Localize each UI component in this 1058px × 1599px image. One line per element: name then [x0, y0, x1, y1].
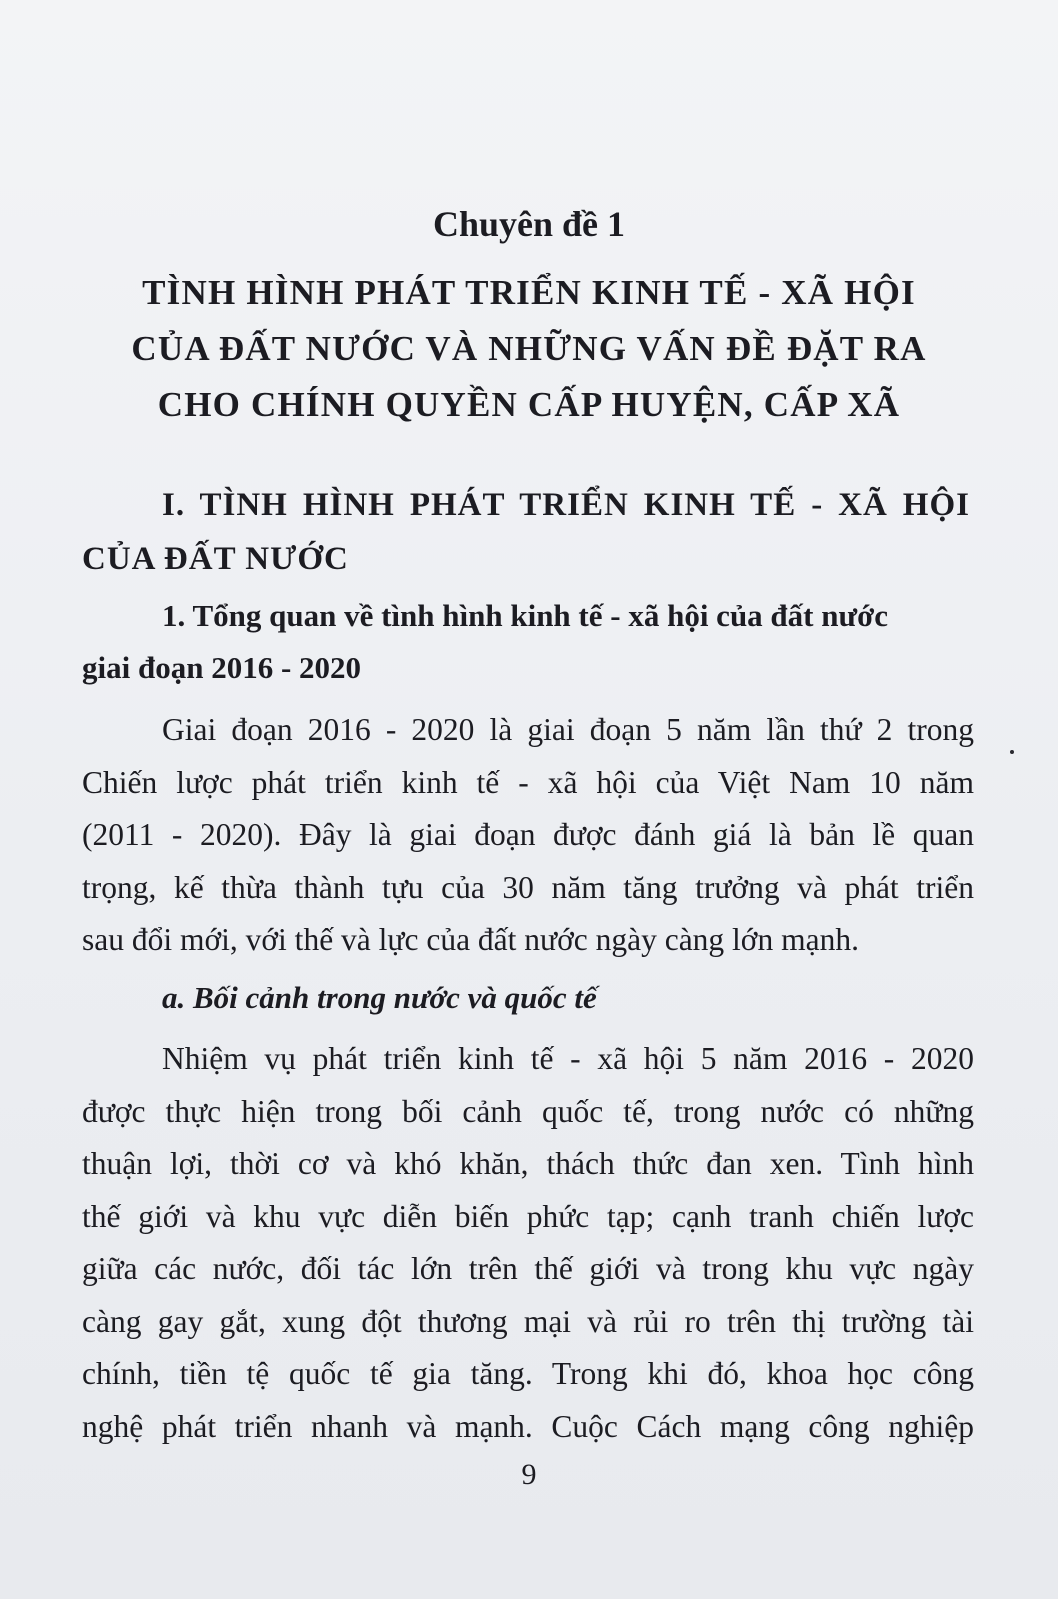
paragraph-line: thuận lợi, thời cơ và khó khăn, thách thức đan xen. Tình hình: [82, 1146, 974, 1181]
section-heading-line: I. TÌNH HÌNH PHÁT TRIỂN KINH TẾ - XÃ HỘI: [162, 487, 970, 523]
paragraph-line: Chiến lược phát triển kinh tế - xã hội của Việt Nam 10 năm: [82, 764, 974, 800]
paragraph-line: thế giới và khu vực diễn biến phức tạp; cạnh tranh chiến lược: [82, 1198, 974, 1234]
chapter-title: [60, 265, 998, 433]
subsection-heading: [82, 590, 970, 694]
subsection-heading-line: 1. Tổng quan về tình hình kinh tế - xã hội của đất nước: [162, 598, 889, 633]
paragraph-line: càng gay gắt, xung đột thương mại và rủi ro trên thị trường tài: [82, 1303, 974, 1339]
chapter-label: Chuyên đề 1: [432, 204, 626, 244]
ink-speck: [1010, 750, 1014, 754]
paragraph-line: chính, tiền tệ quốc tế gia tăng. Trong khi đó, khoa học công: [82, 1356, 974, 1391]
paragraph-line: Nhiệm vụ phát triển kinh tế - xã hội 5 năm 2016 - 2020: [162, 1041, 974, 1076]
chapter-title-line: TÌNH HÌNH PHÁT TRIỂN KINH TẾ - XÃ HỘI: [142, 273, 916, 312]
section-heading-line: CỦA ĐẤT NƯỚC: [82, 541, 349, 577]
subsection-heading-line: giai đoạn 2016 - 2020: [82, 650, 362, 685]
paragraph-overview: [82, 704, 974, 967]
paragraph-line: giữa các nước, đối tác lớn trên thế giới và trong khu vực ngày: [82, 1251, 974, 1286]
paragraph-line: trọng, kế thừa thành tựu của 30 năm tăng trưởng và phát triển: [82, 869, 974, 905]
paragraph-context: [82, 1033, 974, 1453]
subsubsection-heading: a. Bối cảnh trong nước và quốc tế: [162, 980, 597, 1015]
paragraph-line: nghệ phát triển nhanh và mạnh. Cuộc Cách mạng công nghiệp: [82, 1408, 974, 1444]
chapter-title-line: CHO CHÍNH QUYỀN CẤP HUYỆN, CẤP XÃ: [157, 385, 901, 424]
paragraph-line: Giai đoạn 2016 - 2020 là giai đoạn 5 năm lần thứ 2 trong: [162, 712, 974, 747]
chapter-title-line: CỦA ĐẤT NƯỚC VÀ NHỮNG VẤN ĐỀ ĐẶT RA: [131, 329, 927, 368]
paragraph-line: (2011 - 2020). Đây là giai đoạn được đánh giá là bản lề quan: [82, 817, 974, 852]
page-number: 9: [521, 1458, 537, 1491]
section-heading: [82, 478, 970, 586]
paragraph-line: sau đổi mới, với thế và lực của đất nước ngày càng lớn mạnh.: [82, 922, 859, 957]
paragraph-line: được thực hiện trong bối cảnh quốc tế, trong nước có những: [82, 1093, 974, 1129]
